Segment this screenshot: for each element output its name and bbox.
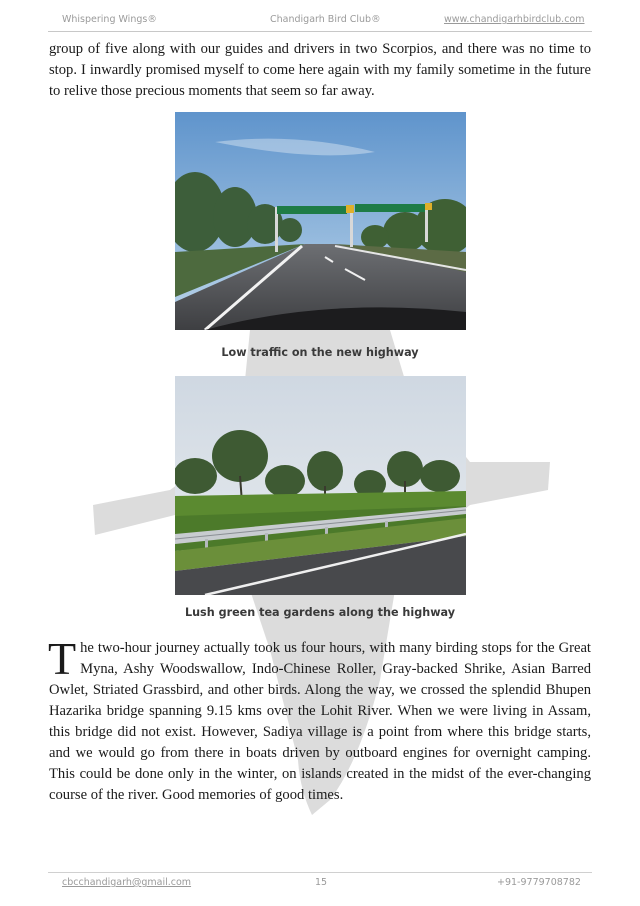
footer-email-link[interactable]: cbcchandigarh@gmail.com — [62, 877, 192, 888]
body-paragraph-2 — [48, 633, 591, 806]
footer-phone: +91-9779708782 — [497, 877, 581, 888]
tea-garden-photo-caption: Lush green tea gardens along the highway — [184, 606, 456, 619]
page-number: 15 — [315, 877, 328, 888]
header-publication: Whispering Wings® — [62, 14, 157, 25]
body-paragraph-1: group of five along with our guides and drivers in two Scorpios, and there was no time to stop. I inwardly promised myself to come here again with my family sometime in the future to relive those precious moments that seem so far away. — [49, 41, 591, 99]
highway-photo-caption: Low traffic on the new highway — [221, 346, 419, 359]
header-club: Chandigarh Bird Club® — [270, 14, 381, 25]
body-paragraph-2-text: he two-hour journey actually took us four hours, with many birding stops for the Great Myna, Ashy Woodswallow, Indo-Chinese Roller, Gray-backed Shrike, Asian Barred Owlet, Striated Grassbird, and other birds. Along the way, we crossed the splendid Bhupen Hazarika bridge spanning 9.15 kms over the Lohit River. When we were living in Assam, this bridge did not exist. However, Sadiya village is a point from where this bridge starts, and we would go from there in boats driven by outboard engines for overnight camping. This could be done only in the winter, on islands created in the midst of the ever-changing course of the river. Good memories of good times. — [49, 640, 591, 803]
highway-photo — [175, 112, 466, 330]
header-divider — [48, 31, 592, 32]
drop-cap: T — [48, 633, 77, 684]
tea-garden-photo — [175, 376, 466, 595]
header-website-link[interactable]: www.chandigarhbirdclub.com — [444, 14, 585, 25]
page-header — [0, 14, 640, 30]
footer-divider — [48, 872, 592, 873]
